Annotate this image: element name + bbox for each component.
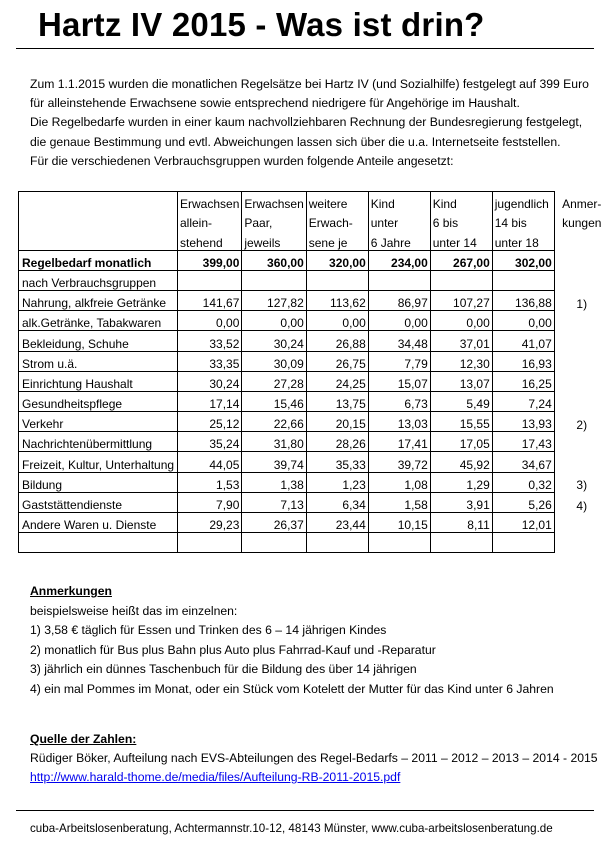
- intro-line: die genaue Bestimmung und evtl. Abweichungen lassen sich über die u.a. Internetseite feststellen.: [30, 134, 561, 149]
- row-label: nach Verbrauchsgruppen: [19, 270, 178, 290]
- source-heading: Quelle der Zahlen:: [30, 732, 137, 746]
- table-header-cell: [19, 230, 178, 250]
- note-item: 2) monatlich für Bus plus Bahn plus Auto plus Fahrrad-Kauf und -Reparatur: [30, 642, 436, 657]
- table-row: [19, 472, 610, 492]
- row-value: 234,00: [368, 250, 430, 270]
- row-value: 26,37: [242, 513, 306, 533]
- table-header-cell: allein-: [178, 211, 242, 230]
- table-row: [19, 432, 610, 452]
- row-value: 1,53: [178, 472, 242, 492]
- table-row: [19, 351, 610, 371]
- row-value: [368, 533, 430, 553]
- row-note: [554, 513, 609, 533]
- row-value: 1,58: [368, 492, 430, 512]
- table-header-cell: jeweils: [242, 230, 306, 250]
- row-value: 16,93: [492, 351, 554, 371]
- table-row: [19, 492, 610, 512]
- row-value: [430, 270, 492, 290]
- row-note: [554, 331, 609, 351]
- row-value: 28,26: [306, 432, 368, 452]
- row-label: Einrichtung Haushalt: [19, 371, 178, 391]
- row-value: 7,13: [242, 492, 306, 512]
- intro-line: Zum 1.1.2015 wurden die monatlichen Regelsätze bei Hartz IV (und Sozialhilfe) festgelegt auf 399 Euro: [30, 77, 589, 91]
- row-value: 24,25: [306, 371, 368, 391]
- row-value: 27,28: [242, 371, 306, 391]
- notes-lead: beispielsweise heißt das im einzelnen:: [30, 603, 238, 618]
- row-value: [368, 270, 430, 290]
- table-row: [19, 391, 610, 411]
- row-value: 41,07: [492, 331, 554, 351]
- row-note: [554, 432, 609, 452]
- table-row: [19, 513, 610, 533]
- row-value: 113,62: [306, 290, 368, 310]
- table-row-empty: [19, 533, 610, 553]
- row-value: 35,24: [178, 432, 242, 452]
- row-value: [306, 270, 368, 290]
- table-header-cell: Kind: [430, 192, 492, 212]
- row-label: Gaststättendienste: [19, 492, 178, 512]
- table-header-cell: Erwach-: [306, 211, 368, 230]
- row-label: alk.Getränke, Tabakwaren: [19, 311, 178, 331]
- row-value: 12,30: [430, 351, 492, 371]
- row-value: 13,93: [492, 412, 554, 432]
- table-row-subheading: [19, 270, 610, 290]
- table-header-cell: unter 18: [492, 230, 554, 250]
- row-value: 17,41: [368, 432, 430, 452]
- page-title: Hartz IV 2015 - Was ist drin?: [38, 6, 485, 43]
- table-row: [19, 452, 610, 472]
- row-value: 0,00: [306, 311, 368, 331]
- table-header-cell: jugendlich: [492, 192, 554, 212]
- table-row: [19, 371, 610, 391]
- title-divider: [16, 48, 594, 49]
- row-value: 0,32: [492, 472, 554, 492]
- regelbedarf-table: [18, 191, 610, 553]
- row-value: 136,88: [492, 290, 554, 310]
- row-note: [554, 351, 609, 371]
- row-label: Strom u.ä.: [19, 351, 178, 371]
- row-value: 23,44: [306, 513, 368, 533]
- row-value: 17,14: [178, 391, 242, 411]
- row-value: 5,26: [492, 492, 554, 512]
- row-value: [492, 533, 554, 553]
- row-value: [178, 533, 242, 553]
- row-value: 141,67: [178, 290, 242, 310]
- row-label: Bildung: [19, 472, 178, 492]
- row-value: 1,29: [430, 472, 492, 492]
- row-label: Gesundheitspflege: [19, 391, 178, 411]
- intro-line: für alleinstehende Erwachsene sowie entsprechend niedrigere für Angehörige im Haushalt.: [30, 96, 520, 111]
- source-link[interactable]: http://www.harald-thome.de/media/files/Aufteilung-RB-2011-2015.pdf: [30, 770, 401, 784]
- row-value: 26,75: [306, 351, 368, 371]
- row-value: 6,73: [368, 391, 430, 411]
- table-header-cell: Anmer-: [562, 197, 602, 212]
- row-value: 44,05: [178, 452, 242, 472]
- row-value: 34,67: [492, 452, 554, 472]
- row-value: 34,48: [368, 331, 430, 351]
- row-value: 127,82: [242, 290, 306, 310]
- row-value: 26,88: [306, 331, 368, 351]
- row-note: [554, 270, 609, 290]
- table-header-cell: unter 14: [430, 230, 492, 250]
- row-note: [554, 311, 609, 331]
- table-header-cell: 6 Jahre: [368, 230, 430, 250]
- row-value: 16,25: [492, 371, 554, 391]
- row-value: 37,01: [430, 331, 492, 351]
- row-value: 0,00: [178, 311, 242, 331]
- footer-text: cuba-Arbeitslosenberatung, Achtermannstr.10-12, 48143 Münster, www.cuba-arbeitslosenberatung.de: [30, 822, 553, 835]
- row-value: 8,11: [430, 513, 492, 533]
- row-note: [554, 250, 609, 270]
- row-label: Nachrichtenübermittlung: [19, 432, 178, 452]
- row-value: 6,34: [306, 492, 368, 512]
- table-header-cell: Paar,: [242, 211, 306, 230]
- row-value: 1,08: [368, 472, 430, 492]
- row-value: [242, 533, 306, 553]
- table-header-cell: 6 bis: [430, 211, 492, 230]
- row-value: 86,97: [368, 290, 430, 310]
- row-label: Freizeit, Kultur, Unterhaltung: [19, 452, 178, 472]
- row-value: 320,00: [306, 250, 368, 270]
- row-value: 13,75: [306, 391, 368, 411]
- source-text: Rüdiger Böker, Aufteilung nach EVS-Abteilungen des Regel-Bedarfs – 2011 – 2012 – 2013 – 2014 - 2015: [30, 751, 598, 765]
- row-value: 35,33: [306, 452, 368, 472]
- row-value: 39,72: [368, 452, 430, 472]
- row-value: 25,12: [178, 412, 242, 432]
- table-header-cell: [554, 230, 609, 250]
- row-note: 2): [576, 417, 588, 432]
- table-header-row: [19, 192, 610, 212]
- row-note: 3): [576, 478, 588, 493]
- row-label: Nahrung, alkfreie Getränke: [19, 290, 178, 310]
- row-value: 3,91: [430, 492, 492, 512]
- table-header-cell: sene je: [306, 230, 368, 250]
- row-value: 33,52: [178, 331, 242, 351]
- table-header-row: [19, 230, 610, 250]
- row-label: [19, 533, 178, 553]
- intro-line: Die Regelbedarfe wurden in einer kaum nachvollziehbaren Rechnung der Bundesregierung festgelegt,: [30, 115, 583, 130]
- row-value: 7,79: [368, 351, 430, 371]
- table-header-cell: Erwachsen: [242, 192, 306, 212]
- table-header-row: [19, 211, 610, 230]
- row-value: 13,03: [368, 412, 430, 432]
- table-row: [19, 311, 610, 331]
- table-header-cell: stehend: [178, 230, 242, 250]
- table-row: [19, 412, 610, 432]
- table-header-cell: kungen: [562, 216, 602, 231]
- row-value: 7,90: [178, 492, 242, 512]
- table-header-cell: Kind: [368, 192, 430, 212]
- row-value: 17,05: [430, 432, 492, 452]
- row-value: 1,23: [306, 472, 368, 492]
- row-label: Regelbedarf monatlich: [19, 250, 178, 270]
- row-value: 15,46: [242, 391, 306, 411]
- row-label: Andere Waren u. Dienste: [19, 513, 178, 533]
- row-value: [306, 533, 368, 553]
- row-value: 31,80: [242, 432, 306, 452]
- row-note: [554, 391, 609, 411]
- row-value: 0,00: [430, 311, 492, 331]
- intro-line: Für die verschiedenen Verbrauchsgruppen wurden folgende Anteile angesetzt:: [30, 153, 454, 168]
- row-note: [554, 533, 609, 553]
- note-item: 1) 3,58 € täglich für Essen und Trinken des 6 – 14 jährigen Kindes: [30, 623, 387, 638]
- row-value: 13,07: [430, 371, 492, 391]
- row-value: 39,74: [242, 452, 306, 472]
- row-note: [554, 452, 609, 472]
- row-label: Verkehr: [19, 412, 178, 432]
- row-value: 30,09: [242, 351, 306, 371]
- row-value: 30,24: [178, 371, 242, 391]
- row-note: 4): [576, 498, 588, 513]
- row-note: [554, 371, 609, 391]
- row-value: 1,38: [242, 472, 306, 492]
- table-header-cell: 14 bis: [492, 211, 554, 230]
- row-value: 399,00: [178, 250, 242, 270]
- row-value: 360,00: [242, 250, 306, 270]
- row-value: 29,23: [178, 513, 242, 533]
- table-header-cell: Erwachsen: [178, 192, 242, 212]
- table-row: [19, 331, 610, 351]
- intro-text: [30, 75, 600, 171]
- table-row-total: [19, 250, 610, 270]
- table-row: [19, 290, 610, 310]
- note-item: 4) ein mal Pommes im Monat, oder ein Stück vom Kotelett der Mutter für das Kind unter 6 Jahren: [30, 681, 554, 696]
- row-value: 15,55: [430, 412, 492, 432]
- row-value: 10,15: [368, 513, 430, 533]
- row-note: 1): [576, 296, 588, 311]
- footer-divider: [16, 810, 594, 811]
- row-value: 30,24: [242, 331, 306, 351]
- table-header-cell: [19, 192, 178, 212]
- notes-heading: Anmerkungen: [30, 584, 112, 598]
- table-header-cell: unter: [368, 211, 430, 230]
- row-value: 7,24: [492, 391, 554, 411]
- row-value: [178, 270, 242, 290]
- row-value: 22,66: [242, 412, 306, 432]
- row-value: [492, 270, 554, 290]
- table-header-cell: weitere: [306, 192, 368, 212]
- row-value: 5,49: [430, 391, 492, 411]
- row-value: 107,27: [430, 290, 492, 310]
- notes-section: [30, 582, 600, 700]
- row-value: 33,35: [178, 351, 242, 371]
- row-value: 45,92: [430, 452, 492, 472]
- row-value: 15,07: [368, 371, 430, 391]
- row-value: 12,01: [492, 513, 554, 533]
- row-value: 0,00: [242, 311, 306, 331]
- note-item: 3) jährlich ein dünnes Taschenbuch für die Bildung des über 14 jährigen: [30, 662, 417, 677]
- table-header-cell: [19, 211, 178, 230]
- row-value: 302,00: [492, 250, 554, 270]
- row-value: [430, 533, 492, 553]
- row-label: Bekleidung, Schuhe: [19, 331, 178, 351]
- row-value: 0,00: [368, 311, 430, 331]
- row-value: 20,15: [306, 412, 368, 432]
- row-value: 17,43: [492, 432, 554, 452]
- row-value: 267,00: [430, 250, 492, 270]
- row-value: [242, 270, 306, 290]
- row-value: 0,00: [492, 311, 554, 331]
